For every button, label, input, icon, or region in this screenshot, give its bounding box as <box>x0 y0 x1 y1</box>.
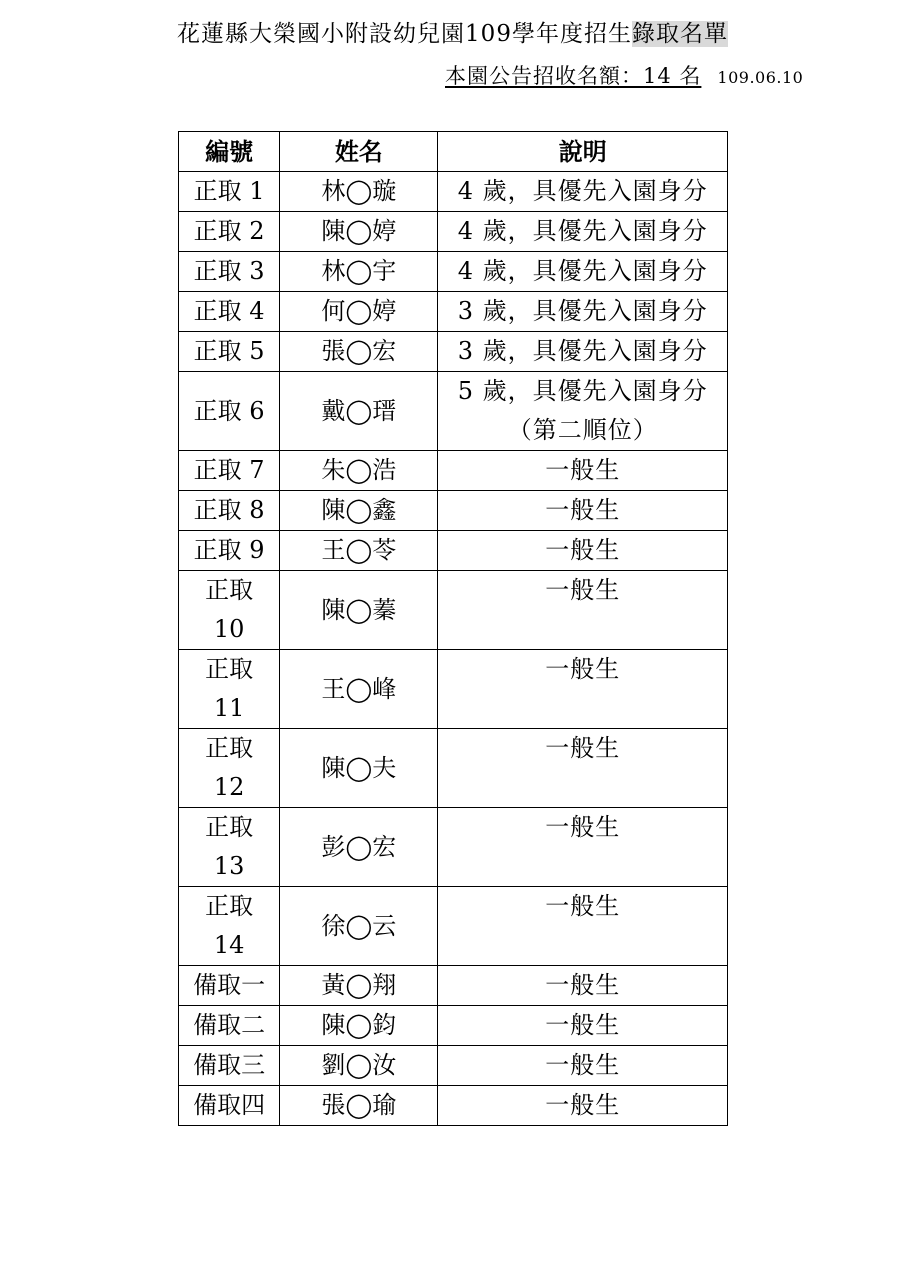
row-note: 一般生 <box>438 571 728 650</box>
table-header-row <box>179 132 728 172</box>
row-note: 一般生 <box>438 1046 728 1086</box>
table-row <box>179 1006 728 1046</box>
row-id-line1: 正取 <box>205 655 254 683</box>
row-name: 陳◯鈞 <box>280 1006 438 1046</box>
row-id-line1: 正取 <box>205 734 254 762</box>
table-row <box>179 887 728 966</box>
row-name: 張◯瑜 <box>280 1086 438 1126</box>
table-row <box>179 212 728 252</box>
table-row <box>179 491 728 531</box>
row-id: 正取 5 <box>179 332 280 372</box>
table-row <box>179 372 728 451</box>
row-id: 備取三 <box>179 1046 280 1086</box>
row-note: 一般生 <box>438 1086 728 1126</box>
row-name: 何◯婷 <box>280 292 438 332</box>
row-note: 一般生 <box>438 650 728 729</box>
table-row <box>179 292 728 332</box>
table-row <box>179 332 728 372</box>
row-id-line2: 10 <box>213 615 245 643</box>
row-id-line2: 12 <box>213 773 245 801</box>
row-name: 徐◯云 <box>280 887 438 966</box>
row-name: 陳◯蓁 <box>280 571 438 650</box>
table-row <box>179 650 728 729</box>
announcement-date: 109.06.10 <box>717 68 804 87</box>
table-row <box>179 531 728 571</box>
row-id <box>179 729 280 808</box>
row-note: 一般生 <box>438 451 728 491</box>
admission-table <box>178 131 728 1126</box>
row-note: 4 歲，具優先入園身分 <box>438 252 728 292</box>
row-note: 3 歲，具優先入園身分 <box>438 332 728 372</box>
row-name: 陳◯夫 <box>280 729 438 808</box>
row-id: 正取 9 <box>179 531 280 571</box>
row-note: 3 歲，具優先入園身分 <box>438 292 728 332</box>
row-name: 林◯璇 <box>280 172 438 212</box>
row-name: 戴◯瑨 <box>280 372 438 451</box>
row-note-line1: 5 歲，具優先入園身分 <box>457 377 708 405</box>
title-main: 花蓮縣大榮國小附設幼兒園109學年度招生 <box>177 21 632 47</box>
row-id: 正取 7 <box>179 451 280 491</box>
row-id-line2: 14 <box>213 931 245 959</box>
header-name: 姓名 <box>280 132 438 172</box>
row-id: 正取 8 <box>179 491 280 531</box>
row-note: 一般生 <box>438 887 728 966</box>
page-title <box>0 16 905 52</box>
row-name: 彭◯宏 <box>280 808 438 887</box>
row-note: 一般生 <box>438 1006 728 1046</box>
row-note: 一般生 <box>438 966 728 1006</box>
quota-text: 本園公告招收名額：14 名 <box>445 64 702 88</box>
table-row <box>179 451 728 491</box>
row-id-line2: 13 <box>213 852 245 880</box>
row-id: 正取 2 <box>179 212 280 252</box>
row-id <box>179 571 280 650</box>
row-id-line2: 11 <box>213 694 245 722</box>
table-row <box>179 1046 728 1086</box>
row-name: 陳◯婷 <box>280 212 438 252</box>
table-row <box>179 729 728 808</box>
row-id: 備取一 <box>179 966 280 1006</box>
row-note: 一般生 <box>438 531 728 571</box>
table-row <box>179 1086 728 1126</box>
row-note: 一般生 <box>438 729 728 808</box>
row-name: 張◯宏 <box>280 332 438 372</box>
row-name: 陳◯鑫 <box>280 491 438 531</box>
table-row <box>179 808 728 887</box>
row-name: 朱◯浩 <box>280 451 438 491</box>
row-id: 備取二 <box>179 1006 280 1046</box>
table-row <box>179 966 728 1006</box>
table-row <box>179 252 728 292</box>
row-id <box>179 808 280 887</box>
row-name: 王◯苓 <box>280 531 438 571</box>
row-name: 黃◯翔 <box>280 966 438 1006</box>
header-note: 說明 <box>438 132 728 172</box>
row-note: 4 歲，具優先入園身分 <box>438 172 728 212</box>
row-note: 4 歲，具優先入園身分 <box>438 212 728 252</box>
row-id: 正取 4 <box>179 292 280 332</box>
row-id <box>179 650 280 729</box>
row-name: 王◯峰 <box>280 650 438 729</box>
row-id-line1: 正取 <box>205 892 254 920</box>
row-id-line1: 正取 <box>205 576 254 604</box>
row-id <box>179 887 280 966</box>
header-id: 編號 <box>179 132 280 172</box>
row-id-line1: 正取 <box>205 813 254 841</box>
row-id: 正取 3 <box>179 252 280 292</box>
row-note: 一般生 <box>438 808 728 887</box>
table-row <box>179 172 728 212</box>
row-name: 林◯宇 <box>280 252 438 292</box>
row-note: 一般生 <box>438 491 728 531</box>
row-id: 備取四 <box>179 1086 280 1126</box>
row-note <box>438 372 728 451</box>
row-note-line2: （第二順位） <box>507 416 658 444</box>
row-id: 正取 1 <box>179 172 280 212</box>
row-name: 劉◯汝 <box>280 1046 438 1086</box>
title-highlight: 錄取名單 <box>631 21 728 47</box>
table-row <box>179 571 728 650</box>
row-id: 正取 6 <box>179 372 280 451</box>
quota-line <box>445 62 803 92</box>
